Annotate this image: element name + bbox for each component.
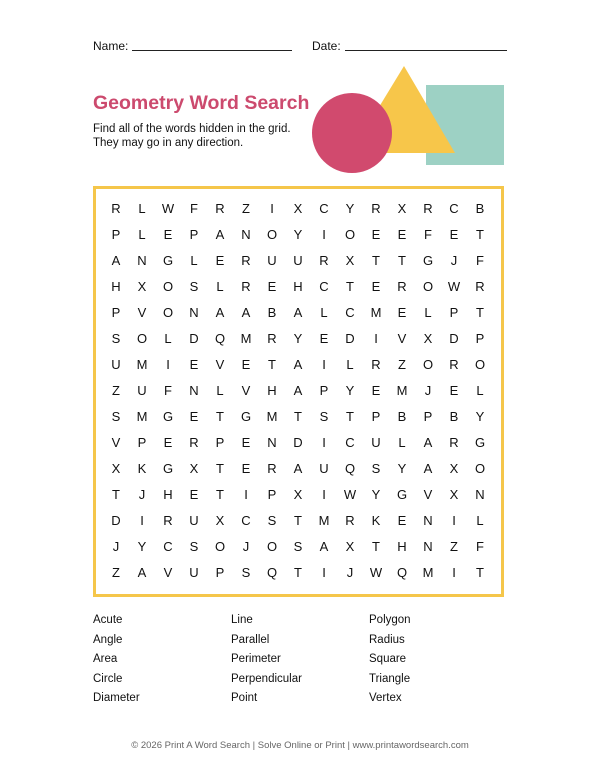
- grid-cell[interactable]: W: [369, 565, 383, 580]
- grid-cell[interactable]: O: [162, 305, 174, 320]
- grid-cell[interactable]: C: [345, 435, 355, 450]
- grid-row: [103, 326, 493, 352]
- grid-cell[interactable]: N: [475, 487, 485, 502]
- word-list-item: Acute: [93, 614, 123, 626]
- grid-cell[interactable]: D: [111, 513, 121, 528]
- grid-cell[interactable]: J: [112, 539, 120, 554]
- grid-row: [103, 430, 493, 456]
- grid-cell[interactable]: P: [111, 227, 121, 242]
- grid-cell[interactable]: L: [216, 279, 224, 294]
- grid-cell[interactable]: R: [319, 253, 329, 268]
- grid-cell[interactable]: O: [422, 279, 434, 294]
- grid-cell[interactable]: J: [424, 383, 432, 398]
- grid-cell[interactable]: I: [374, 331, 378, 346]
- grid-cell[interactable]: J: [242, 539, 250, 554]
- grid-cell[interactable]: T: [346, 409, 354, 424]
- word-list-item: Triangle: [369, 672, 411, 685]
- grid-cell[interactable]: U: [189, 513, 199, 528]
- grid-cell[interactable]: O: [474, 357, 486, 372]
- grid-cell[interactable]: C: [319, 201, 329, 216]
- grid-cell[interactable]: G: [240, 409, 252, 424]
- grid-cell[interactable]: O: [136, 331, 148, 346]
- grid-cell[interactable]: J: [346, 565, 354, 580]
- grid-row: [103, 534, 493, 560]
- grid-cell[interactable]: A: [215, 305, 225, 320]
- grid-cell[interactable]: I: [322, 435, 326, 450]
- grid-cell[interactable]: D: [449, 331, 459, 346]
- grid-cell[interactable]: S: [189, 539, 199, 554]
- grid-cell[interactable]: U: [189, 565, 199, 580]
- grid-cell[interactable]: L: [424, 305, 432, 320]
- grid-cell[interactable]: L: [164, 331, 172, 346]
- grid-cell[interactable]: A: [215, 227, 225, 242]
- grid-row: [103, 222, 493, 248]
- grid-cell[interactable]: W: [447, 279, 461, 294]
- grid-cell[interactable]: A: [423, 461, 433, 476]
- grid-cell[interactable]: E: [397, 513, 407, 528]
- grid-cell[interactable]: A: [319, 539, 329, 554]
- grid-cell[interactable]: Y: [137, 539, 147, 554]
- grid-cell[interactable]: E: [319, 331, 329, 346]
- grid-cell[interactable]: X: [449, 461, 459, 476]
- grid-row: [103, 196, 493, 222]
- grid-cell[interactable]: X: [397, 201, 407, 216]
- grid-cell[interactable]: E: [449, 227, 459, 242]
- grid-cell[interactable]: S: [371, 461, 381, 476]
- grid-cell[interactable]: S: [267, 513, 277, 528]
- grid-cell[interactable]: P: [475, 331, 485, 346]
- word-list-item: Polygon: [369, 614, 411, 626]
- grid-cell[interactable]: O: [474, 461, 486, 476]
- grid-cell[interactable]: L: [138, 201, 146, 216]
- grid-row: [103, 274, 493, 300]
- grid-cell[interactable]: S: [319, 409, 329, 424]
- word-list-item: Square: [369, 653, 407, 665]
- grid-cell[interactable]: W: [161, 201, 175, 216]
- grid-cell[interactable]: C: [319, 279, 329, 294]
- grid-cell[interactable]: J: [138, 487, 146, 502]
- grid-cell[interactable]: A: [293, 305, 303, 320]
- grid-cell[interactable]: S: [111, 409, 121, 424]
- grid-cell[interactable]: I: [452, 513, 456, 528]
- instructions: [93, 122, 291, 150]
- word-list-column: [369, 613, 507, 711]
- grid-cell[interactable]: E: [189, 487, 199, 502]
- grid-cell[interactable]: N: [137, 253, 147, 268]
- grid-cell[interactable]: E: [241, 435, 251, 450]
- grid-cell[interactable]: P: [267, 487, 277, 502]
- grid-cell[interactable]: H: [163, 487, 173, 502]
- grid-cell[interactable]: P: [371, 409, 381, 424]
- grid-cell[interactable]: N: [423, 539, 433, 554]
- grid-cell[interactable]: G: [422, 253, 434, 268]
- grid-cell[interactable]: E: [163, 227, 173, 242]
- word-list-column: [93, 613, 231, 711]
- grid-cell[interactable]: H: [397, 539, 407, 554]
- grid-cell[interactable]: O: [266, 227, 278, 242]
- grid-row: [103, 378, 493, 404]
- grid-cell[interactable]: N: [189, 305, 199, 320]
- grid-cell[interactable]: T: [216, 409, 224, 424]
- word-list-column: [231, 613, 369, 711]
- grid-cell[interactable]: G: [396, 487, 408, 502]
- grid-cell[interactable]: T: [372, 539, 380, 554]
- grid-cell[interactable]: I: [322, 357, 326, 372]
- grid-row: [103, 560, 493, 586]
- grid-cell[interactable]: H: [293, 279, 303, 294]
- grid-cell[interactable]: R: [475, 279, 485, 294]
- grid-cell[interactable]: U: [137, 383, 147, 398]
- grid-cell[interactable]: M: [136, 409, 148, 424]
- word-list-item: Line: [231, 614, 253, 626]
- grid-cell[interactable]: L: [216, 383, 224, 398]
- grid-cell[interactable]: U: [293, 253, 303, 268]
- grid-cell[interactable]: X: [423, 331, 433, 346]
- grid-cell[interactable]: Z: [112, 383, 120, 398]
- grid-cell[interactable]: C: [345, 305, 355, 320]
- name-label: Name:: [93, 39, 129, 53]
- grid-cell[interactable]: Z: [398, 357, 406, 372]
- grid-cell[interactable]: P: [215, 435, 225, 450]
- grid-cell[interactable]: N: [267, 435, 277, 450]
- grid-cell[interactable]: E: [241, 461, 251, 476]
- name-line[interactable]: [132, 50, 292, 51]
- grid-cell[interactable]: X: [449, 487, 459, 502]
- grid-cell[interactable]: M: [370, 305, 382, 320]
- grid-cell[interactable]: M: [266, 409, 278, 424]
- grid-cell[interactable]: T: [112, 487, 120, 502]
- grid-cell[interactable]: E: [397, 305, 407, 320]
- grid-cell[interactable]: M: [136, 357, 148, 372]
- grid-cell[interactable]: T: [398, 253, 406, 268]
- grid-cell[interactable]: T: [476, 565, 484, 580]
- grid-cell[interactable]: G: [162, 461, 174, 476]
- grid-cell[interactable]: E: [189, 409, 199, 424]
- grid-cell[interactable]: I: [166, 357, 170, 372]
- grid-cell[interactable]: R: [449, 357, 459, 372]
- grid-cell[interactable]: C: [163, 539, 173, 554]
- grid-cell[interactable]: E: [163, 435, 173, 450]
- grid-cell[interactable]: S: [293, 539, 303, 554]
- page-title: Geometry Word Search: [93, 92, 310, 114]
- grid-cell[interactable]: V: [137, 305, 147, 320]
- grid-row: [103, 352, 493, 378]
- grid-cell[interactable]: A: [423, 435, 433, 450]
- grid-cell[interactable]: P: [423, 409, 433, 424]
- grid-cell[interactable]: P: [319, 383, 329, 398]
- date-line[interactable]: [345, 50, 507, 51]
- grid-cell[interactable]: F: [164, 383, 172, 398]
- grid-cell[interactable]: X: [189, 461, 199, 476]
- grid-cell[interactable]: X: [345, 253, 355, 268]
- grid-cell[interactable]: I: [140, 513, 144, 528]
- name-date-row: [93, 37, 507, 57]
- grid-cell[interactable]: Y: [345, 201, 355, 216]
- grid-cell[interactable]: V: [241, 383, 251, 398]
- circle-shape: [312, 93, 392, 173]
- grid-cell[interactable]: U: [319, 461, 329, 476]
- grid-cell[interactable]: I: [322, 227, 326, 242]
- grid-cell[interactable]: K: [371, 513, 381, 528]
- grid-cell[interactable]: R: [371, 201, 381, 216]
- grid-cell[interactable]: R: [423, 201, 433, 216]
- word-list-item: Vertex: [369, 692, 402, 704]
- grid-cell[interactable]: T: [294, 513, 302, 528]
- grid-cell[interactable]: G: [162, 409, 174, 424]
- grid-cell[interactable]: O: [344, 227, 356, 242]
- grid-cell[interactable]: R: [371, 357, 381, 372]
- grid-row: [103, 248, 493, 274]
- grid-cell[interactable]: V: [397, 331, 407, 346]
- grid-cell[interactable]: K: [137, 461, 147, 476]
- instructions-line-2: They may go in any direction.: [93, 137, 244, 149]
- grid-cell[interactable]: I: [322, 487, 326, 502]
- grid-cell[interactable]: Z: [242, 201, 250, 216]
- word-list-item: Area: [93, 653, 118, 665]
- grid-cell[interactable]: T: [294, 409, 302, 424]
- grid-cell[interactable]: E: [449, 383, 459, 398]
- grid-cell[interactable]: X: [293, 201, 303, 216]
- grid-cell[interactable]: X: [137, 279, 147, 294]
- grid-cell[interactable]: I: [322, 565, 326, 580]
- grid-row: [103, 456, 493, 482]
- grid-cell[interactable]: I: [244, 487, 248, 502]
- grid-cell[interactable]: A: [111, 253, 121, 268]
- word-list-item: Diameter: [93, 692, 140, 704]
- word-search-grid: [103, 196, 493, 586]
- grid-cell[interactable]: X: [293, 487, 303, 502]
- grid-cell[interactable]: T: [294, 565, 302, 580]
- grid-cell[interactable]: Y: [293, 331, 303, 346]
- grid-cell[interactable]: R: [397, 279, 407, 294]
- grid-cell[interactable]: F: [476, 539, 484, 554]
- grid-cell[interactable]: T: [346, 279, 354, 294]
- grid-cell[interactable]: T: [216, 487, 224, 502]
- grid-cell[interactable]: P: [215, 565, 225, 580]
- grid-cell[interactable]: M: [318, 513, 330, 528]
- grid-cell[interactable]: I: [452, 565, 456, 580]
- grid-cell[interactable]: E: [215, 253, 225, 268]
- word-list-item: Perimeter: [231, 653, 281, 665]
- grid-cell[interactable]: L: [476, 513, 484, 528]
- grid-cell[interactable]: B: [449, 409, 459, 424]
- grid-cell[interactable]: I: [270, 201, 274, 216]
- grid-cell[interactable]: E: [397, 227, 407, 242]
- grid-cell[interactable]: P: [189, 227, 199, 242]
- grid-cell[interactable]: P: [111, 305, 121, 320]
- grid-cell[interactable]: L: [320, 305, 328, 320]
- grid-cell[interactable]: R: [449, 435, 459, 450]
- grid-cell[interactable]: Q: [396, 565, 408, 580]
- grid-cell[interactable]: V: [111, 435, 121, 450]
- grid-cell[interactable]: N: [423, 513, 433, 528]
- grid-cell[interactable]: B: [475, 201, 485, 216]
- grid-cell[interactable]: H: [267, 383, 277, 398]
- grid-cell[interactable]: A: [137, 565, 147, 580]
- grid-cell[interactable]: U: [267, 253, 277, 268]
- grid-cell[interactable]: W: [343, 487, 357, 502]
- grid-row: [103, 508, 493, 534]
- grid-cell[interactable]: E: [241, 357, 251, 372]
- grid-cell[interactable]: R: [111, 201, 121, 216]
- grid-cell[interactable]: L: [190, 253, 198, 268]
- grid-cell[interactable]: A: [293, 357, 303, 372]
- grid-cell[interactable]: V: [163, 565, 173, 580]
- word-list-item: Perpendicular: [231, 672, 302, 685]
- grid-cell[interactable]: R: [163, 513, 173, 528]
- word-list: [93, 613, 507, 711]
- grid-cell[interactable]: E: [371, 227, 381, 242]
- grid-cell[interactable]: M: [422, 565, 434, 580]
- grid-cell[interactable]: G: [162, 253, 174, 268]
- grid-cell[interactable]: G: [474, 435, 486, 450]
- grid-cell[interactable]: J: [450, 253, 458, 268]
- grid-cell[interactable]: Y: [371, 487, 381, 502]
- grid-cell[interactable]: R: [215, 201, 225, 216]
- grid-cell[interactable]: X: [111, 461, 121, 476]
- grid-cell[interactable]: P: [137, 435, 147, 450]
- grid-cell[interactable]: A: [241, 305, 251, 320]
- grid-cell[interactable]: T: [476, 305, 484, 320]
- grid-cell[interactable]: E: [189, 357, 199, 372]
- grid-cell[interactable]: Y: [345, 383, 355, 398]
- grid-cell[interactable]: O: [266, 539, 278, 554]
- grid-cell[interactable]: Q: [266, 565, 278, 580]
- grid-cell[interactable]: M: [240, 331, 252, 346]
- grid-cell[interactable]: U: [111, 357, 121, 372]
- grid-cell[interactable]: F: [190, 201, 198, 216]
- grid-row: [103, 404, 493, 430]
- grid-cell[interactable]: P: [449, 305, 459, 320]
- grid-cell[interactable]: V: [423, 487, 433, 502]
- footer: © 2026 Print A Word Search | Solve Online or Print | www.printawordsearch.com: [131, 740, 469, 751]
- word-list-item: Angle: [93, 633, 123, 646]
- grid-cell[interactable]: Q: [344, 461, 356, 476]
- word-search-grid-box: [93, 186, 504, 597]
- grid-row: [103, 300, 493, 326]
- grid-cell[interactable]: S: [111, 331, 121, 346]
- grid-cell[interactable]: R: [241, 253, 251, 268]
- grid-cell[interactable]: X: [215, 513, 225, 528]
- grid-cell[interactable]: O: [162, 279, 174, 294]
- grid-cell[interactable]: O: [214, 539, 226, 554]
- grid-cell[interactable]: Z: [450, 539, 458, 554]
- grid-cell[interactable]: D: [293, 435, 303, 450]
- grid-cell[interactable]: B: [267, 305, 277, 320]
- geometry-shapes-graphic: [300, 60, 510, 180]
- grid-cell[interactable]: A: [293, 461, 303, 476]
- grid-cell[interactable]: T: [476, 227, 484, 242]
- grid-cell[interactable]: R: [267, 331, 277, 346]
- grid-cell[interactable]: T: [372, 253, 380, 268]
- grid-cell[interactable]: E: [267, 279, 277, 294]
- date-label: Date:: [312, 39, 341, 53]
- grid-cell[interactable]: L: [398, 435, 406, 450]
- grid-cell[interactable]: Z: [112, 565, 120, 580]
- grid-cell[interactable]: E: [371, 383, 381, 398]
- grid-cell[interactable]: F: [424, 227, 432, 242]
- instructions-line-1: Find all of the words hidden in the grid.: [93, 123, 291, 135]
- grid-cell[interactable]: F: [476, 253, 484, 268]
- word-list-item: Radius: [369, 633, 405, 646]
- grid-cell[interactable]: R: [345, 513, 355, 528]
- grid-cell[interactable]: T: [216, 461, 224, 476]
- grid-cell[interactable]: V: [215, 357, 225, 372]
- word-list-item: Circle: [93, 672, 123, 685]
- grid-cell[interactable]: H: [111, 279, 121, 294]
- grid-cell[interactable]: E: [371, 279, 381, 294]
- grid-row: [103, 482, 493, 508]
- grid-cell[interactable]: R: [189, 435, 199, 450]
- grid-cell[interactable]: D: [345, 331, 355, 346]
- grid-cell[interactable]: N: [241, 227, 251, 242]
- grid-cell[interactable]: R: [241, 279, 251, 294]
- grid-cell[interactable]: U: [371, 435, 381, 450]
- grid-cell[interactable]: N: [189, 383, 199, 398]
- grid-cell[interactable]: C: [449, 201, 459, 216]
- grid-cell[interactable]: O: [422, 357, 434, 372]
- grid-cell[interactable]: R: [267, 461, 277, 476]
- grid-cell[interactable]: L: [476, 383, 484, 398]
- grid-cell[interactable]: Q: [214, 331, 226, 346]
- grid-cell[interactable]: X: [345, 539, 355, 554]
- grid-cell[interactable]: S: [241, 565, 251, 580]
- grid-cell[interactable]: S: [189, 279, 199, 294]
- grid-cell[interactable]: L: [138, 227, 146, 242]
- grid-cell[interactable]: B: [397, 409, 407, 424]
- grid-cell[interactable]: Y: [475, 409, 485, 424]
- word-list-item: Point: [231, 692, 258, 704]
- grid-cell[interactable]: D: [189, 331, 199, 346]
- grid-cell[interactable]: L: [346, 357, 354, 372]
- grid-cell[interactable]: C: [241, 513, 251, 528]
- grid-cell[interactable]: Y: [293, 227, 303, 242]
- grid-cell[interactable]: Y: [397, 461, 407, 476]
- word-list-item: Parallel: [231, 633, 270, 646]
- grid-cell[interactable]: T: [268, 357, 276, 372]
- grid-cell[interactable]: A: [293, 383, 303, 398]
- grid-cell[interactable]: M: [396, 383, 408, 398]
